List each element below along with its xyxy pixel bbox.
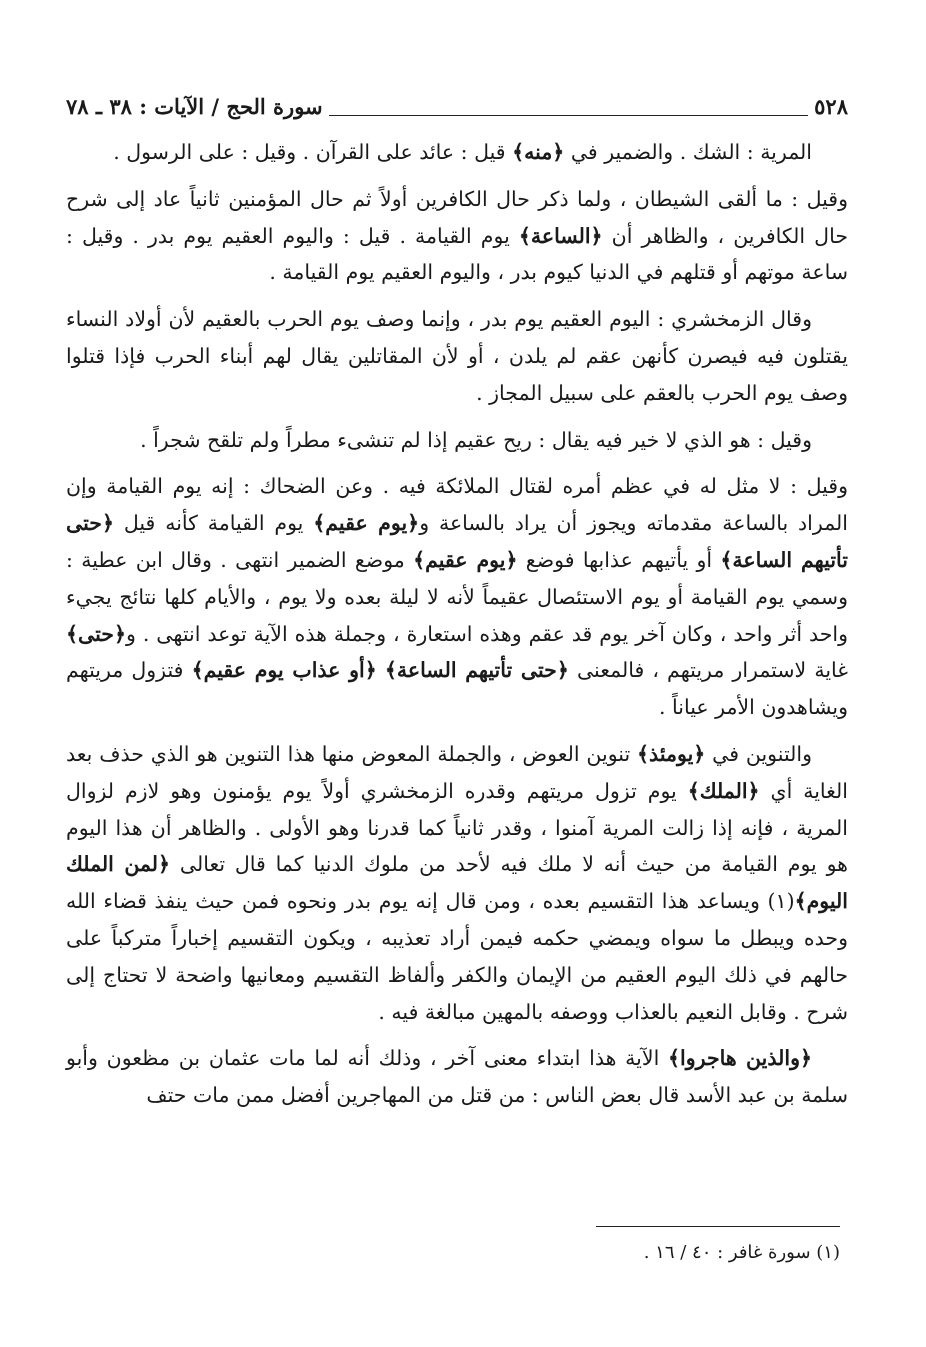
body-text <box>66 134 848 1124</box>
paragraph-5: وقيل : لا مثل له في عظم أمره لقتال الملائكة فيه . وعن الضحاك : إنه يوم القيامة وإن المراد بالساعة مقدماته ويجوز أن يراد بالساعة و﴿يوم عقيم﴾ يوم القيامة كأنه قيل ﴿حتى تأتيهم الساعة﴾ أو يأتيهم عذابها فوضع ﴿يوم عقيم﴾ موضع الضمير انتهى . وقال ابن عطية : وسمي يوم القيامة أو يوم الاستئصال عقيماً لأنه لا ليلة بعده ولا يوم ، والأيام كلها نتائج يجيء واحد أثر واحد ، وكان آخر يوم قد عقم وهذه استعارة ، وجملة هذه الآية توعد انتهى . و﴿حتى﴾ غاية لاستمرار مريتهم ، فالمعنى ﴿حتى تأتيهم الساعة﴾ ﴿أو عذاب يوم عقيم﴾ فتزول مريتهم ويشاهدون الأمر عياناً . <box>66 474 848 720</box>
paragraph-2: وقيل : ما ألقى الشيطان ، ولما ذكر حال الكافرين أولاً ثم حال المؤمنين ثانياً عاد إلى شرح حال الكافرين ، والظاهر أن ﴿الساعة﴾ يوم القيامة . قيل : واليوم العقيم يوم بدر . وقيل : ساعة موتهم أو قتلهم في الدنيا كيوم بدر ، واليوم العقيم يوم القيامة . <box>66 186 848 285</box>
page-number: ٥٢٨ <box>808 92 848 122</box>
quran-quote: ﴿الساعة﴾ <box>518 223 603 248</box>
quran-quote: ﴿أو عذاب يوم عقيم﴾ <box>191 658 377 683</box>
paragraph-6: والتنوين في ﴿يومئذ﴾ تنوين العوض ، والجملة المعوض منها هذا التنوين هو الذي حذف بعد الغاية أي ﴿الملك﴾ يوم تزول مريتهم وقدره الزمخشري أولاً يوم يؤمنون وهو لازم لزوال المرية ، فإنه إذا زالت المرية آمنوا ، وقدر ثانياً كما قدرنا وهو الأولى . والظاهر أن هذا اليوم هو يوم القيامة من حيث أنه لا ملك فيه لأحد من ملوك الدنيا كما قال تعالى ﴿لمن الملك اليوم﴾(١) ويساعد هذا التقسيم بعده ، ومن قال إنه يوم بدر ونحوه فمن حيث ينفذ قضاء الله وحده ويبطل ما سواه ويمضي حكمه فيمن أراد تعذيبه ، ويكون التقسيم إخباراً متركباً على حالهم في ذلك اليوم العقيم من الإيمان والكفر وألفاظ التقسيم ومعانيها واضحة لا تحتاج إلى شرح . وقابل النعيم بالعذاب ووصفه بالمهين مبالغة فيه . <box>66 741 848 1024</box>
quran-quote: ﴿يومئذ﴾ <box>637 741 706 766</box>
footnote: (١) سورة غافر : ٤٠ / ١٦ . <box>643 1242 840 1263</box>
page-header <box>66 88 848 122</box>
paragraph-7: ﴿والذين هاجروا﴾ الآية هذا ابتداء معنى آخر ، وذلك أنه لما مات عثمان بن مظعون وأبو سلمة بن عبد الأسد قال بعض الناس : من قتل من المهاجرين أفضل ممن مات حتف <box>66 1046 848 1108</box>
quran-quote: ﴿والذين هاجروا﴾ <box>668 1046 812 1071</box>
quran-quote: ﴿حتى﴾ <box>66 621 126 646</box>
quran-quote: ﴿منه﴾ <box>512 140 565 164</box>
paragraph-4: وقيل : هو الذي لا خير فيه يقال : ريح عقيم إذا لم تنشىء مطراً ولم تلقح شجراً . <box>140 427 812 452</box>
footnote-rule <box>596 1226 840 1227</box>
quran-quote: ﴿يوم عقيم﴾ <box>413 547 518 572</box>
quran-quote: ﴿الملك﴾ <box>687 778 760 803</box>
paragraph-3: وقال الزمخشري : اليوم العقيم يوم بدر ، وإنما وصف يوم الحرب بالعقيم لأن أولاد النساء يقتلون فيه فيصرن كأنهن عقم لم يلدن ، أو لأن المقاتلين يقال لهم أبناء الحرب فإذا قتلوا وصف يوم الحرب بالعقم على سبيل المجاز . <box>66 307 848 405</box>
running-title: سورة الحج / الآيات : ٣٨ ـ ٧٨ <box>66 92 329 122</box>
paragraph-1: المرية : الشك . والضمير في ﴿منه﴾ قيل : عائد على القرآن . وقيل : على الرسول . <box>113 140 812 164</box>
quran-quote: ﴿حتى تأتيهم الساعة﴾ <box>66 511 848 572</box>
quran-quote: ﴿لمن الملك اليوم﴾ <box>66 852 848 914</box>
quran-quote: ﴿حتى تأتيهم الساعة﴾ <box>384 658 569 683</box>
quran-quote: ﴿يوم عقيم﴾ <box>313 511 420 536</box>
